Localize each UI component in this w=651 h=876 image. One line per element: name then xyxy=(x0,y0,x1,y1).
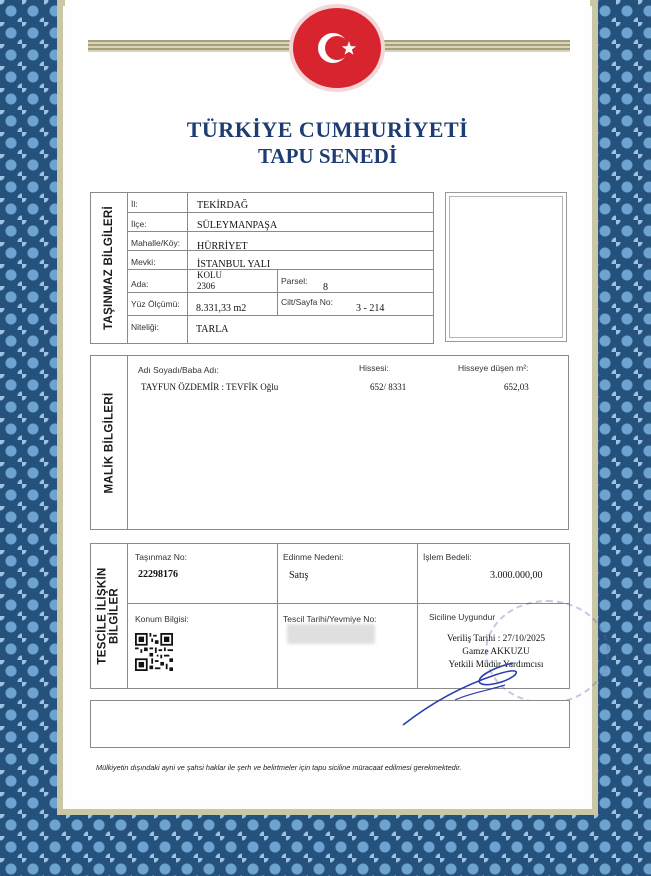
yuzolcumu-value: 8.331,33 m2 xyxy=(196,303,247,314)
signer-name: Gamze AKKUZU xyxy=(462,647,530,657)
cilt-label: Cilt/Sayfa No: xyxy=(281,297,333,307)
mahalle-value: HÜRRİYET xyxy=(197,241,248,252)
yuzolcumu-label: Yüz Ölçümü: xyxy=(131,299,180,309)
signature xyxy=(395,645,535,735)
owner-name: TAYFUN ÖZDEMİR : TEVFİK Oğlu xyxy=(141,382,279,392)
il-label: İl: xyxy=(131,199,138,209)
konum-label: Konum Bilgisi: xyxy=(135,614,189,624)
share-area-value: 652,03 xyxy=(504,382,529,392)
niteligi-label: Niteliği: xyxy=(131,322,159,332)
column-divider xyxy=(187,193,188,343)
row-divider xyxy=(127,603,569,604)
footer-note: Mülkiyetin dışındaki ayni ve şahsi haklar ile şerh ve belirtmeler için tapu siciline müracaat edilmesi gerekmektedir. xyxy=(96,763,462,772)
column-divider xyxy=(277,544,278,688)
tescil-tarihi-label: Tescil Tarihi/Yevmiye No: xyxy=(283,614,377,624)
islem-label: İşlem Bedeli: xyxy=(423,552,472,562)
cilt-value: 3 - 214 xyxy=(356,303,385,314)
header-stripe-right xyxy=(350,40,570,52)
row-divider xyxy=(127,212,433,213)
owner-name-label: Adı Soyadı/Baba Adı: xyxy=(138,365,219,375)
turkish-flag-emblem xyxy=(293,8,381,88)
header-stripe-left xyxy=(88,40,308,52)
ada-label: Ada: xyxy=(131,279,149,289)
row-divider xyxy=(127,292,433,293)
ada-value-line1: KOLU xyxy=(197,270,222,280)
row-divider xyxy=(127,315,433,316)
ada-value: 2306 xyxy=(197,281,215,291)
row-divider xyxy=(127,231,433,232)
malik-section-label: MALİK BİLGİLERİ xyxy=(91,356,128,529)
photo-frame-inner xyxy=(449,196,563,338)
redacted-field xyxy=(287,624,375,644)
qr-code-icon xyxy=(135,633,173,671)
mevki-label: Mevki: xyxy=(131,257,156,267)
ilce-label: İlçe: xyxy=(131,219,147,229)
tasinmaz-section xyxy=(90,192,434,344)
parsel-value: 8 xyxy=(323,282,328,293)
tasinmaz-section-label: TAŞINMAZ BİLGİLERİ xyxy=(91,193,128,343)
tasinmaz-no-value: 22298176 xyxy=(138,569,178,580)
share-label: Hissesi: xyxy=(359,363,389,373)
islem-value: 3.000.000,00 xyxy=(490,570,543,581)
sicil-label: Siciline Uygundur xyxy=(429,612,496,622)
tasinmaz-no-label: Taşınmaz No: xyxy=(135,552,187,562)
tescil-section-label: TESCİLE İLİŞKİN BİLGİLER xyxy=(91,544,128,688)
signer-title: Yetkili Müdür Yardımcısı xyxy=(448,660,544,670)
niteligi-value: TARLA xyxy=(196,324,229,335)
il-value: TEKİRDAĞ xyxy=(197,200,249,211)
malik-section xyxy=(90,355,569,530)
edinme-label: Edinme Nedeni: xyxy=(283,552,344,562)
parsel-label: Parsel: xyxy=(281,276,308,286)
photo-frame xyxy=(445,192,567,342)
edinme-value: Satış xyxy=(289,570,309,581)
ilce-value: SÜLEYMANPAŞA xyxy=(197,220,278,231)
page-title: TÜRKİYE CUMHURİYETİ xyxy=(186,117,469,142)
deed-paper-inner xyxy=(65,0,590,805)
issue-date: Veriliş Tarihi : 27/10/2025 xyxy=(446,634,546,644)
mevki-value: İSTANBUL YALI xyxy=(197,259,271,270)
deed-paper xyxy=(57,0,598,815)
row-divider xyxy=(127,250,433,251)
row-divider xyxy=(127,269,433,270)
mahalle-label: Mahalle/Köy: xyxy=(131,238,181,248)
share-value: 652/ 8331 xyxy=(370,382,407,392)
column-divider xyxy=(277,269,278,315)
share-area-label: Hisseye düşen m²: xyxy=(458,363,529,373)
page-subtitle: TAPU SENEDİ xyxy=(257,144,398,168)
